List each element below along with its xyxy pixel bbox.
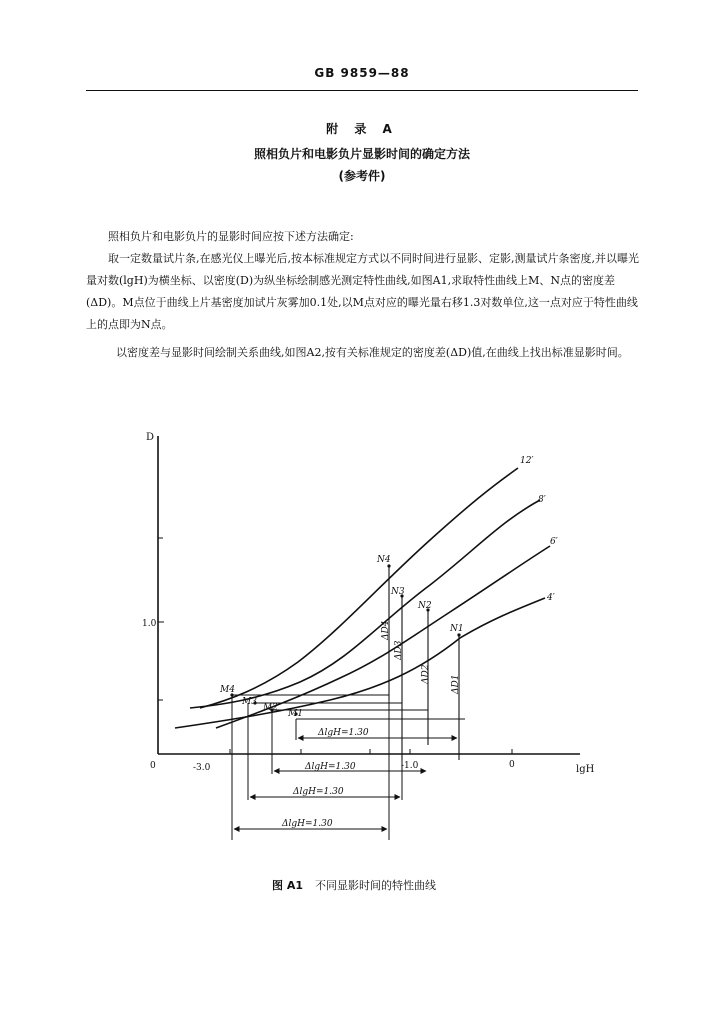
standard-number: GB 9859—88 xyxy=(314,66,410,80)
x-tick-label: 0 xyxy=(509,760,515,770)
curve-12min xyxy=(200,468,518,708)
appendix-note: (参考件) xyxy=(338,169,386,183)
appendix-title: 照相负片和电影负片显影时间的确定方法 xyxy=(253,147,470,161)
dim-label-m2: ΔlgH=1.30 xyxy=(305,762,356,772)
origin-label: 0 xyxy=(150,761,156,771)
figure-number: 图 A1 xyxy=(272,879,303,892)
label-m4: M4 xyxy=(220,685,235,695)
dim-label-m4: ΔlgH=1.30 xyxy=(282,819,333,829)
label-n4: N4 xyxy=(377,555,391,565)
paragraph-standard-time: 以密度差与显影时间绘制关系曲线,如图A2,按有关标准规定的密度差(ΔD)值,在曲线上找出标准显影时间。 xyxy=(116,346,629,359)
dim-label-m3: ΔlgH=1.30 xyxy=(293,787,344,797)
label-m1: M1 xyxy=(288,709,303,719)
figure-title: 不同显影时间的特性曲线 xyxy=(315,879,436,892)
appendix-label: 附 录 A xyxy=(326,122,398,136)
label-m2: M2 xyxy=(263,703,278,713)
label-m3: M3 xyxy=(242,697,257,707)
label-delta-d4: ΔD4 xyxy=(381,620,391,640)
curve-label-6: 6′ xyxy=(550,537,558,547)
y-axis-label: D xyxy=(146,432,155,443)
y-tick-label: 1.0 xyxy=(142,619,157,629)
figure-caption xyxy=(272,877,436,893)
label-n2: N2 xyxy=(418,601,432,611)
label-delta-d1: ΔD1 xyxy=(451,674,461,694)
dim-label-m1: ΔlgH=1.30 xyxy=(318,728,369,738)
paragraph-intro: 照相负片和电影负片的显影时间应按下述方法确定: xyxy=(108,230,354,243)
paragraph-method: 取一定数量试片条,在感光仪上曝光后,按本标准规定方式以不同时间进行显影、定影,测量试片条密度,并以曝光量对数(lgH)为横坐标、以密度(D)为纵坐标绘制感光测定特性曲线,如图A1,求取特性曲线上M、N点的密度差(ΔD)。M点位于曲线上片基密度加试片灰雾加0.1处,以M点对应的曝光量右移1.3对数单位,这一点对应于特性曲线上的点即为N点。 xyxy=(86,252,639,331)
label-n1: N1 xyxy=(450,624,464,634)
label-delta-d2: ΔD2 xyxy=(421,664,431,684)
x-tick-label: -1.0 xyxy=(401,761,419,771)
x-axis-label: lgH xyxy=(576,764,595,775)
curve-label-4: 4′ xyxy=(547,593,555,603)
label-n3: N3 xyxy=(391,587,405,597)
curve-label-12: 12′ xyxy=(520,456,534,466)
curve-8min xyxy=(190,500,540,708)
x-tick-label: -3.0 xyxy=(193,763,211,773)
curve-4min xyxy=(175,598,545,728)
label-delta-d3: ΔD3 xyxy=(394,640,404,660)
curve-label-8: 8′ xyxy=(538,495,546,505)
